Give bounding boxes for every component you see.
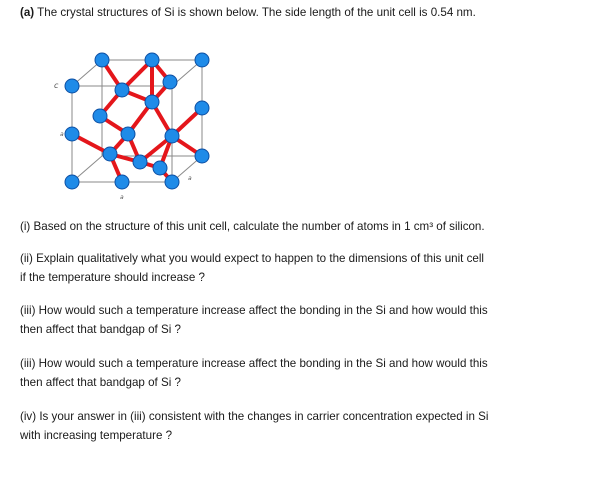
atom	[133, 155, 147, 169]
atom	[121, 127, 135, 141]
unit-cell-diagram	[40, 44, 230, 204]
question-ii	[20, 249, 484, 287]
atom	[65, 127, 79, 141]
atom	[153, 161, 167, 175]
atom	[195, 149, 209, 163]
part-label: (a)	[20, 6, 35, 19]
atom	[95, 53, 109, 67]
axis-label-c: c	[54, 81, 59, 90]
question-line: (ii) Explain qualitatively what you would expect to happen to the dimensions of this unit cell	[20, 252, 485, 265]
question-line: (iv) Is your answer in (iii) consistent with the changes in carrier concentration expected in Si	[20, 410, 489, 423]
atom	[65, 79, 79, 93]
question-line: (iii) How would such a temperature increase affect the bonding in the Si and how would this	[20, 357, 488, 370]
question-iii-repeat	[20, 354, 488, 392]
axis-label-a-right: a	[188, 175, 192, 182]
atom	[165, 129, 179, 143]
question-iii	[20, 301, 488, 339]
axis-label-a-bottom: a	[120, 194, 124, 201]
question-iv	[20, 407, 488, 445]
question-line: with increasing temperature ?	[20, 429, 173, 442]
question-line: (iii) How would such a temperature increase affect the bonding in the Si and how would this	[20, 304, 488, 317]
atom	[145, 53, 159, 67]
atom	[65, 175, 79, 189]
problem-heading	[20, 3, 476, 22]
atom	[195, 101, 209, 115]
atom	[195, 53, 209, 67]
question-line: then affect that bandgap of Si ?	[20, 323, 181, 336]
question-i	[20, 217, 485, 236]
axis-label-a-left: a	[60, 131, 64, 138]
atom	[163, 75, 177, 89]
si-unit-cell-figure	[40, 44, 230, 204]
question-line: (i) Based on the structure of this unit cell, calculate the number of atoms in 1 cm³ of silicon.	[20, 220, 485, 233]
atom	[145, 95, 159, 109]
atom	[115, 175, 129, 189]
atom	[115, 83, 129, 97]
question-line: then affect that bandgap of Si ?	[20, 376, 181, 389]
atom	[93, 109, 107, 123]
question-line: if the temperature should increase ?	[20, 271, 205, 284]
atom	[165, 175, 179, 189]
heading-text: The crystal structures of Si is shown below. The side length of the unit cell is 0.54 nm.	[34, 6, 476, 19]
atom	[103, 147, 117, 161]
